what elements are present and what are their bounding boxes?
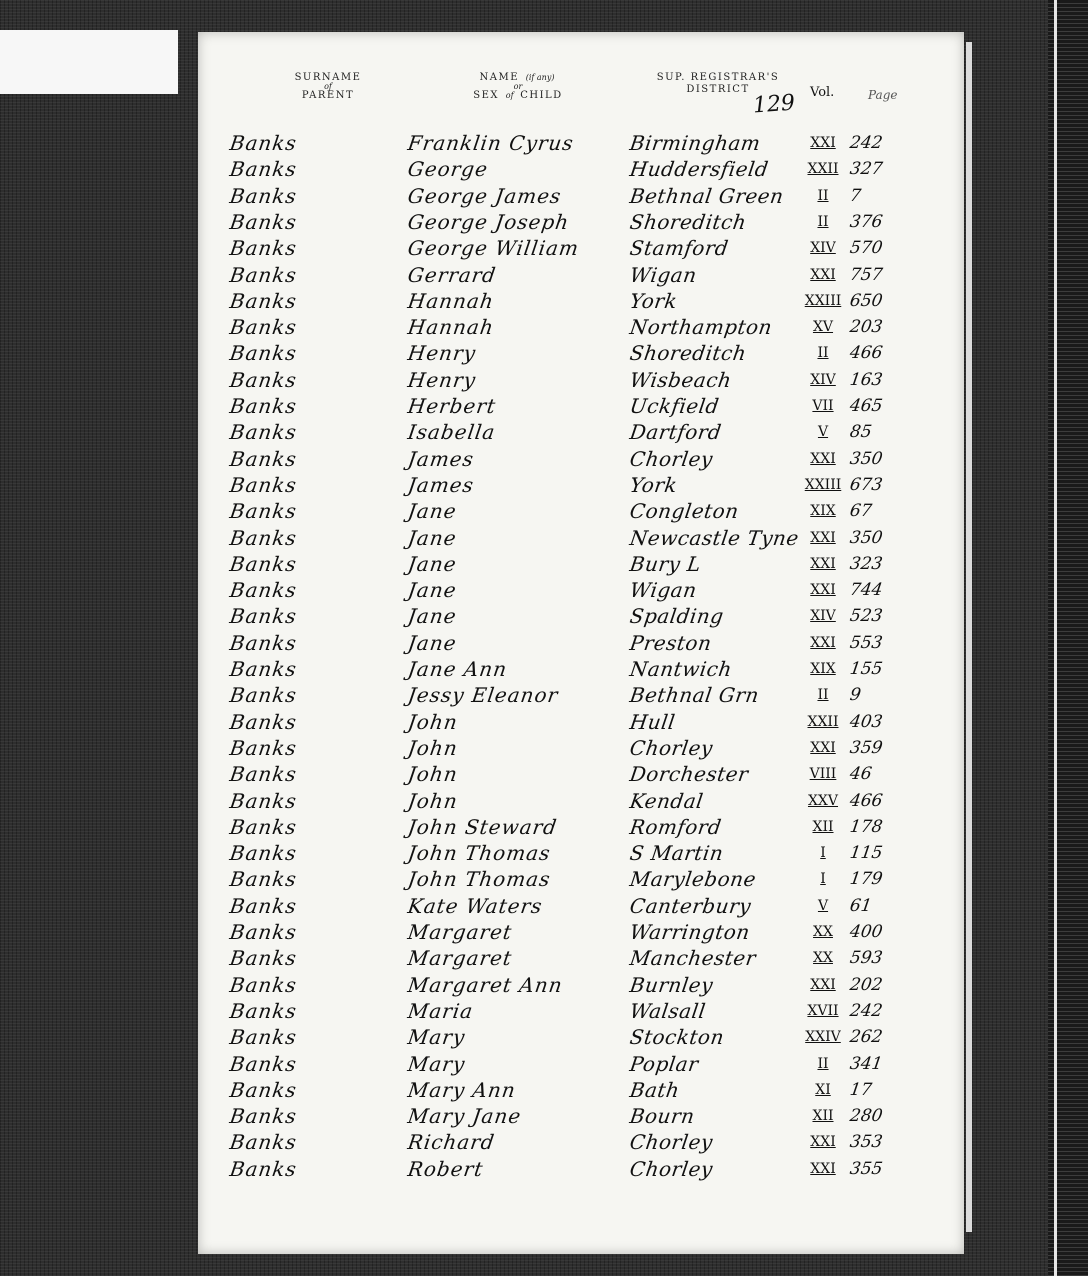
entry-page: 115 bbox=[848, 843, 884, 864]
entry-surname: Banks bbox=[228, 946, 299, 971]
entry-volume: XXI bbox=[810, 135, 836, 151]
entry-district: Kendal bbox=[628, 788, 705, 813]
register-entry bbox=[198, 735, 964, 761]
white-label-strip bbox=[0, 30, 178, 94]
register-entry bbox=[198, 183, 964, 209]
entry-volume: XIV bbox=[810, 608, 836, 625]
register-entry bbox=[198, 1024, 964, 1050]
entry-child-name: John Thomas bbox=[406, 841, 553, 866]
surname-of: of bbox=[324, 82, 332, 91]
entry-volume: XV bbox=[812, 319, 834, 336]
entry-surname: Banks bbox=[228, 578, 299, 603]
entry-child-name: Mary Ann bbox=[406, 1077, 518, 1102]
entry-surname: Banks bbox=[228, 341, 299, 366]
entry-volume: XXI bbox=[810, 582, 836, 599]
register-entry bbox=[198, 1051, 964, 1077]
entry-district: Wisbeach bbox=[628, 367, 734, 392]
vol-header: Vol. bbox=[810, 85, 835, 100]
entry-surname: Banks bbox=[228, 657, 299, 681]
entry-surname: Banks bbox=[228, 499, 299, 524]
entry-district: S Martin bbox=[628, 841, 726, 866]
register-entry bbox=[198, 525, 964, 551]
entry-volume: II bbox=[817, 213, 829, 230]
register-entry bbox=[198, 630, 964, 656]
entry-district: York bbox=[628, 288, 679, 313]
entry-volume: V bbox=[817, 424, 829, 441]
entry-surname: Banks bbox=[228, 735, 299, 760]
entry-district: Marylebone bbox=[628, 867, 758, 892]
entry-district: Bourn bbox=[628, 1104, 697, 1129]
entry-child-name: Henry bbox=[406, 341, 478, 366]
entry-child-name: Jane bbox=[406, 551, 459, 576]
entry-child-name: Gerrard bbox=[406, 262, 498, 287]
name-label: NAME bbox=[479, 72, 520, 83]
register-entry bbox=[198, 945, 964, 971]
parent-label: PARENT bbox=[301, 90, 355, 101]
entry-child-name: Margaret Ann bbox=[406, 972, 565, 997]
entry-child-name: Henry bbox=[406, 367, 478, 392]
entry-child-name: Jane bbox=[406, 578, 459, 603]
entry-page: 280 bbox=[848, 1106, 884, 1127]
entry-child-name: George James bbox=[406, 183, 564, 208]
entry-page: 553 bbox=[848, 632, 884, 653]
entry-surname: Banks bbox=[228, 683, 299, 708]
entry-district: Huddersfield bbox=[628, 157, 771, 182]
entry-district: Bethnal Green bbox=[628, 183, 786, 208]
entry-page: 203 bbox=[848, 317, 884, 338]
entry-volume: II bbox=[817, 687, 829, 704]
district-number: 129 bbox=[752, 90, 796, 119]
register-entry bbox=[198, 1156, 964, 1182]
registrar-label: SUP. REGISTRAR'S bbox=[656, 72, 780, 83]
entry-child-name: Jessy Eleanor bbox=[406, 683, 560, 708]
entry-district: Hull bbox=[628, 709, 677, 734]
entry-volume: VIII bbox=[809, 766, 837, 783]
entry-surname: Banks bbox=[228, 288, 299, 313]
entry-page: 163 bbox=[848, 369, 884, 390]
entry-page: 327 bbox=[848, 159, 884, 180]
entry-volume: VII bbox=[812, 398, 834, 414]
register-entry bbox=[198, 893, 964, 919]
entry-surname: Banks bbox=[228, 525, 299, 550]
entry-surname: Banks bbox=[228, 814, 299, 839]
entry-page: 61 bbox=[848, 895, 874, 916]
entry-page: 85 bbox=[848, 422, 874, 443]
entry-district: Wigan bbox=[628, 578, 699, 603]
entry-district: Uckfield bbox=[628, 394, 721, 418]
entry-page: 359 bbox=[848, 737, 884, 758]
entry-surname: Banks bbox=[228, 867, 299, 892]
entry-surname: Banks bbox=[228, 315, 299, 340]
entry-page: 179 bbox=[848, 869, 884, 890]
entry-volume: XXII bbox=[807, 161, 839, 178]
entry-volume: XX bbox=[813, 950, 833, 967]
entry-surname: Banks bbox=[228, 367, 299, 392]
entry-surname: Banks bbox=[228, 446, 299, 471]
entry-surname: Banks bbox=[228, 920, 299, 944]
register-entry bbox=[198, 1077, 964, 1103]
entry-page: 17 bbox=[848, 1079, 874, 1100]
entry-page: 355 bbox=[848, 1158, 884, 1179]
entry-child-name: Hannah bbox=[406, 315, 496, 340]
entry-district: Congleton bbox=[628, 499, 741, 524]
child-label: CHILD bbox=[520, 90, 563, 101]
entry-page: 376 bbox=[848, 211, 884, 232]
entry-child-name: John bbox=[406, 709, 460, 734]
entry-child-name: Maria bbox=[406, 998, 475, 1023]
entry-district: York bbox=[628, 472, 679, 497]
entry-page: 7 bbox=[848, 185, 863, 206]
entry-child-name: Margaret bbox=[406, 920, 514, 944]
entry-volume: XIV bbox=[810, 240, 836, 257]
entry-volume: XI bbox=[815, 1081, 831, 1098]
entry-district: Dorchester bbox=[628, 762, 750, 787]
register-entry bbox=[198, 551, 964, 577]
surname-label: SURNAME bbox=[294, 72, 362, 83]
entry-page: 242 bbox=[848, 133, 884, 153]
entry-district: Birmingham bbox=[628, 131, 763, 155]
entry-surname: Banks bbox=[228, 972, 299, 997]
entry-district: Wigan bbox=[628, 262, 699, 287]
entry-page: 673 bbox=[848, 474, 884, 495]
entry-page: 323 bbox=[848, 553, 884, 574]
entry-page: 650 bbox=[848, 290, 884, 311]
entry-district: Stockton bbox=[628, 1025, 726, 1050]
entry-child-name: John bbox=[406, 788, 460, 813]
name-sex-header bbox=[448, 72, 588, 102]
entry-district: Warrington bbox=[628, 920, 752, 944]
entry-page: 242 bbox=[848, 1000, 884, 1021]
entry-volume: XII bbox=[812, 818, 834, 835]
register-entry bbox=[198, 761, 964, 787]
entry-surname: Banks bbox=[228, 1156, 299, 1181]
register-entry bbox=[198, 919, 964, 945]
entry-district: Canterbury bbox=[628, 893, 753, 918]
page-header: Page bbox=[868, 88, 898, 102]
entry-surname: Banks bbox=[228, 1025, 299, 1050]
entry-surname: Banks bbox=[228, 262, 299, 287]
entry-child-name: Jane bbox=[406, 604, 459, 629]
entry-child-name: Hannah bbox=[406, 288, 496, 313]
entry-district: Chorley bbox=[628, 446, 715, 471]
register-entry bbox=[198, 998, 964, 1024]
entry-child-name: Herbert bbox=[406, 394, 498, 418]
register-entry bbox=[198, 814, 964, 840]
entry-surname: Banks bbox=[228, 551, 299, 576]
sex-of: of bbox=[505, 91, 514, 100]
entry-volume: XXI bbox=[810, 1160, 836, 1177]
entry-surname: Banks bbox=[228, 1130, 299, 1155]
entry-district: Poplar bbox=[628, 1051, 701, 1076]
register-entry bbox=[198, 682, 964, 708]
register-entry bbox=[198, 288, 964, 314]
entry-surname: Banks bbox=[228, 183, 299, 208]
register-entry bbox=[198, 419, 964, 445]
register-entry bbox=[198, 709, 964, 735]
register-entry bbox=[198, 1129, 964, 1155]
entry-district: Romford bbox=[628, 814, 724, 839]
register-entry bbox=[198, 209, 964, 235]
entry-child-name: Jane bbox=[406, 499, 459, 524]
entry-volume: XXI bbox=[810, 1134, 836, 1151]
entry-page: 570 bbox=[848, 238, 884, 259]
register-entry bbox=[198, 498, 964, 524]
entry-surname: Banks bbox=[228, 604, 299, 629]
entry-district: Walsall bbox=[628, 998, 708, 1023]
entry-district: Northampton bbox=[628, 315, 774, 340]
entry-volume: XXIV bbox=[805, 1029, 841, 1046]
entry-volume: XXIII bbox=[804, 476, 842, 493]
entry-district: Shoreditch bbox=[628, 341, 749, 366]
register-entry bbox=[198, 156, 964, 182]
entry-volume: I bbox=[820, 845, 826, 862]
entry-volume: XIX bbox=[810, 661, 836, 677]
entry-volume: XXI bbox=[810, 976, 836, 993]
entry-surname: Banks bbox=[228, 841, 299, 866]
entry-volume: XXI bbox=[810, 634, 836, 651]
entry-page: 341 bbox=[848, 1053, 884, 1074]
entry-surname: Banks bbox=[228, 1051, 299, 1076]
entry-volume: XXIII bbox=[804, 292, 842, 309]
entry-surname: Banks bbox=[228, 472, 299, 497]
register-entry bbox=[198, 972, 964, 998]
entry-district: Bethnal Grn bbox=[628, 683, 761, 708]
entry-child-name: George William bbox=[406, 236, 581, 261]
register-entry bbox=[198, 656, 964, 682]
entry-child-name: Kate Waters bbox=[406, 893, 545, 918]
entry-page: 465 bbox=[848, 396, 884, 416]
entry-surname: Banks bbox=[228, 788, 299, 813]
entry-surname: Banks bbox=[228, 209, 299, 234]
entry-child-name: Mary bbox=[406, 1025, 467, 1050]
entry-volume: XXV bbox=[807, 792, 839, 809]
entry-surname: Banks bbox=[228, 998, 299, 1023]
entry-volume: XXI bbox=[810, 739, 836, 756]
entry-district: Newcastle Tyne bbox=[628, 525, 801, 550]
entry-surname: Banks bbox=[228, 420, 299, 445]
entry-child-name: John Thomas bbox=[406, 867, 553, 892]
entry-district: Burnley bbox=[628, 972, 715, 997]
entry-volume: II bbox=[817, 187, 829, 204]
entry-child-name: Jane bbox=[406, 525, 459, 550]
entry-volume: XIX bbox=[810, 503, 836, 520]
entry-district: Dartford bbox=[628, 420, 724, 445]
entry-child-name: John Steward bbox=[406, 814, 559, 839]
entry-page: 9 bbox=[848, 685, 863, 706]
register-entry bbox=[198, 577, 964, 603]
entry-child-name: James bbox=[406, 472, 476, 497]
entry-child-name: Franklin Cyrus bbox=[406, 131, 576, 155]
register-entry bbox=[198, 235, 964, 261]
entry-page: 178 bbox=[848, 816, 884, 837]
entry-district: Nantwich bbox=[628, 657, 734, 681]
entry-volume: XX bbox=[813, 924, 833, 940]
entry-child-name: John bbox=[406, 762, 460, 787]
entry-surname: Banks bbox=[228, 394, 299, 418]
register-entry bbox=[198, 866, 964, 892]
entry-page: 403 bbox=[848, 711, 884, 732]
entry-district: Chorley bbox=[628, 1156, 715, 1181]
register-entry bbox=[198, 788, 964, 814]
entry-volume: XXI bbox=[810, 266, 836, 283]
register-page bbox=[198, 32, 964, 1254]
entry-volume: XII bbox=[812, 1108, 834, 1125]
register-entry bbox=[198, 367, 964, 393]
entry-page: 67 bbox=[848, 501, 874, 522]
entry-volume: XIV bbox=[810, 371, 836, 388]
entry-page: 757 bbox=[848, 264, 884, 285]
entry-page: 350 bbox=[848, 448, 884, 469]
sex-label: SEX bbox=[473, 90, 500, 101]
entry-surname: Banks bbox=[228, 893, 299, 918]
entry-volume: II bbox=[817, 1055, 829, 1072]
entry-district: Bury L bbox=[628, 551, 703, 576]
entry-district: Chorley bbox=[628, 1130, 715, 1155]
entry-district: Chorley bbox=[628, 735, 715, 760]
entry-surname: Banks bbox=[228, 762, 299, 787]
entry-page: 400 bbox=[848, 922, 884, 942]
entry-child-name: John bbox=[406, 735, 460, 760]
register-entry bbox=[198, 446, 964, 472]
entry-surname: Banks bbox=[228, 630, 299, 655]
film-edge bbox=[1048, 0, 1088, 1276]
register-entry bbox=[198, 393, 964, 419]
entry-page: 202 bbox=[848, 974, 884, 995]
register-entry bbox=[198, 262, 964, 288]
register-entry bbox=[198, 472, 964, 498]
entry-child-name: Robert bbox=[406, 1156, 486, 1181]
entry-child-name: Isabella bbox=[406, 420, 498, 445]
entry-child-name: Mary Jane bbox=[406, 1104, 523, 1129]
entry-surname: Banks bbox=[228, 236, 299, 261]
entry-district: Shoreditch bbox=[628, 209, 749, 234]
entry-volume: XVII bbox=[807, 1002, 839, 1019]
name-or: or bbox=[513, 82, 523, 91]
entry-surname: Banks bbox=[228, 1077, 299, 1102]
entry-volume: II bbox=[817, 345, 829, 362]
entry-page: 744 bbox=[848, 580, 884, 601]
register-entry bbox=[198, 840, 964, 866]
entry-volume: XXII bbox=[807, 713, 839, 730]
surname-parent-header bbox=[268, 72, 388, 102]
register-entry bbox=[198, 130, 964, 156]
district-label: DISTRICT bbox=[686, 84, 750, 95]
entry-volume: XXI bbox=[810, 450, 836, 467]
register-entry bbox=[198, 1103, 964, 1129]
entry-child-name: Richard bbox=[406, 1130, 497, 1155]
entry-child-name: George Joseph bbox=[406, 209, 571, 234]
entry-page: 155 bbox=[848, 659, 884, 679]
register-entry bbox=[198, 314, 964, 340]
entry-volume: XXI bbox=[810, 555, 836, 572]
entry-page: 350 bbox=[848, 527, 884, 548]
entry-district: Stamford bbox=[628, 236, 731, 261]
entry-surname: Banks bbox=[228, 1104, 299, 1129]
entry-district: Preston bbox=[628, 630, 714, 655]
entry-page: 466 bbox=[848, 343, 884, 364]
entry-district: Spalding bbox=[628, 604, 726, 629]
entry-child-name: George bbox=[406, 157, 490, 182]
entry-volume: V bbox=[817, 897, 829, 914]
register-entry bbox=[198, 603, 964, 629]
entry-child-name: Jane bbox=[406, 630, 459, 655]
entry-surname: Banks bbox=[228, 709, 299, 734]
register-entry bbox=[198, 340, 964, 366]
entry-page: 262 bbox=[848, 1027, 884, 1048]
entry-child-name: Jane Ann bbox=[406, 657, 509, 681]
entry-child-name: Margaret bbox=[406, 946, 514, 971]
entry-surname: Banks bbox=[228, 157, 299, 182]
entry-page: 353 bbox=[848, 1132, 884, 1153]
entry-child-name: Mary bbox=[406, 1051, 467, 1076]
entry-district: Manchester bbox=[628, 946, 758, 971]
entry-page: 593 bbox=[848, 948, 884, 969]
entry-volume: XXI bbox=[810, 529, 836, 546]
entry-child-name: James bbox=[406, 446, 476, 471]
entry-page: 466 bbox=[848, 790, 884, 811]
entry-volume: I bbox=[820, 871, 826, 888]
entry-page: 523 bbox=[848, 606, 884, 627]
entry-surname: Banks bbox=[228, 131, 299, 155]
name-if-any: (if any) bbox=[525, 73, 555, 82]
entry-district: Bath bbox=[628, 1077, 682, 1102]
entry-page: 46 bbox=[848, 764, 874, 785]
